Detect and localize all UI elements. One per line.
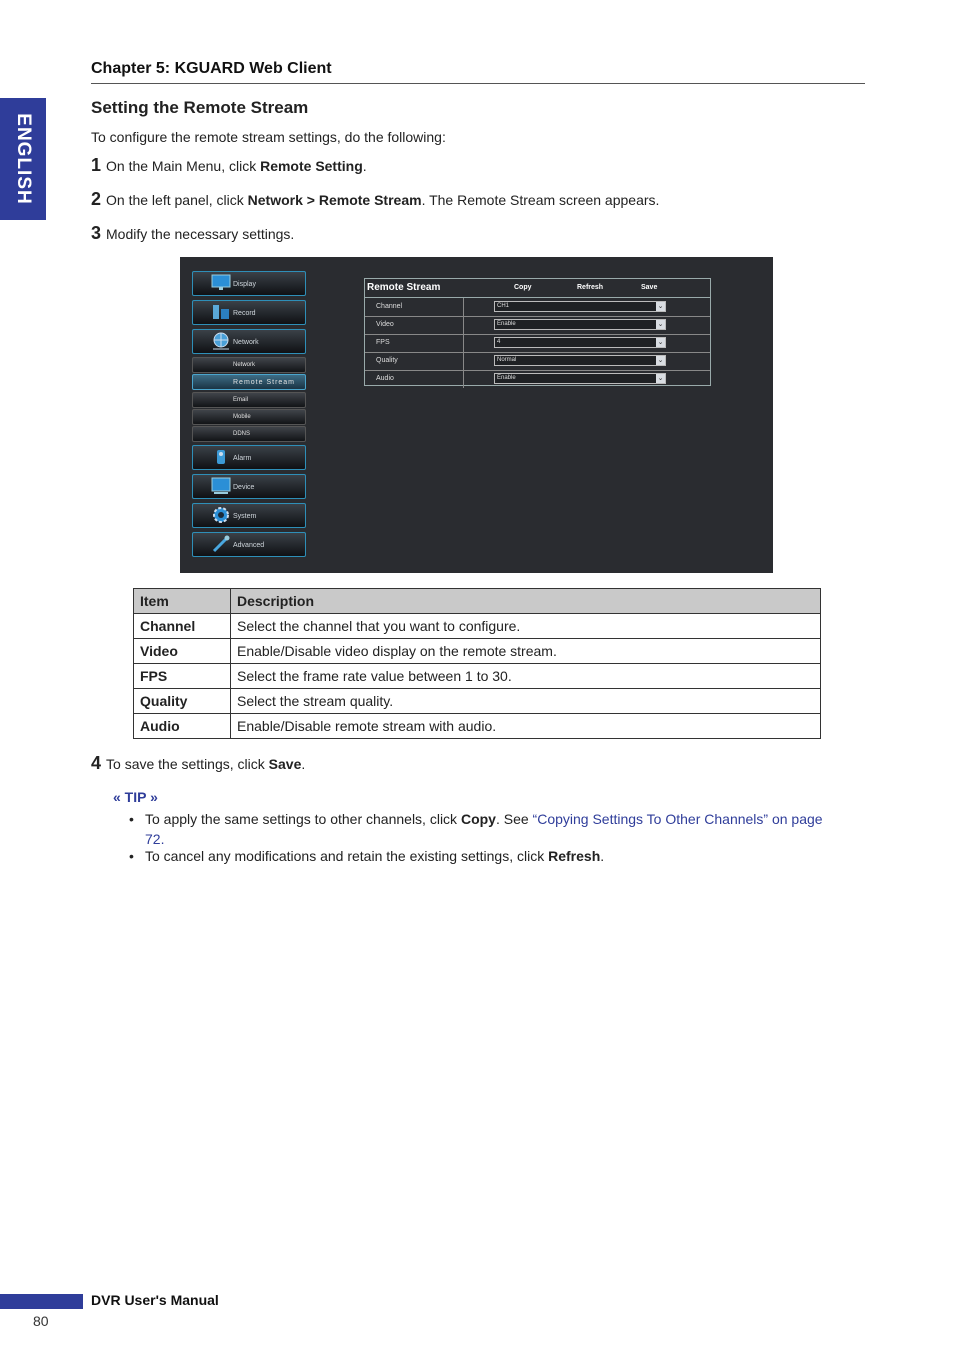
table-row (134, 639, 821, 664)
menu-label: Network (233, 339, 259, 346)
submenu-label: DDNS (233, 431, 251, 437)
link-page: 72 (145, 831, 161, 847)
step-3 (91, 223, 294, 244)
table-cell-item: Video (134, 639, 231, 664)
bullet-icon: • (129, 848, 134, 864)
refresh-button[interactable]: Refresh (577, 284, 604, 291)
language-tab (0, 98, 46, 220)
step-text: To save the settings, click (106, 756, 269, 772)
menu-record[interactable] (192, 300, 306, 325)
setting-row-fps (365, 334, 710, 353)
bullet-text-end: . (600, 848, 605, 864)
chevron-down-icon: ⌄ (657, 303, 664, 310)
table-cell-item: Channel (134, 614, 231, 639)
save-button[interactable]: Save (641, 284, 658, 291)
chapter-title: Chapter 5: KGUARD Web Client (91, 60, 332, 77)
setting-row-audio (365, 370, 710, 388)
remote-stream-panel (364, 278, 711, 386)
select-value: 4 (497, 339, 501, 345)
submenu-network[interactable] (192, 357, 306, 373)
setting-label: Channel (376, 303, 403, 310)
bullet-bold: Refresh (548, 848, 601, 864)
setting-label: Quality (376, 357, 398, 364)
section-title: Setting the Remote Stream (91, 98, 309, 117)
tip-bullet-refresh (129, 848, 605, 864)
step-text-end: . (301, 756, 306, 772)
table-row (134, 664, 821, 689)
setting-row-video (365, 316, 710, 335)
step-bold: Network > Remote Stream (247, 192, 422, 208)
step-bold: Save (268, 756, 302, 772)
bullet-text: To cancel any modifications and retain the existing settings, click (145, 848, 549, 864)
step-number: 2 (91, 189, 102, 209)
tip-bullet-copy (129, 809, 855, 849)
setting-label: Video (376, 321, 394, 328)
step-text: On the left panel, click (106, 192, 248, 208)
setting-row-channel (365, 298, 710, 317)
video-select[interactable] (494, 319, 666, 330)
footer-bar (0, 1294, 83, 1309)
copy-button[interactable]: Copy (514, 284, 532, 291)
step-4 (91, 753, 305, 774)
step-text: Modify the necessary settings. (106, 226, 295, 242)
step-number: 1 (91, 155, 102, 175)
submenu-label: Mobile (233, 414, 251, 420)
step-number: 4 (91, 753, 102, 773)
link-end: . (160, 831, 165, 847)
table-cell-desc: Select the channel that you want to configure. (231, 614, 821, 639)
chapter-rule (91, 83, 865, 84)
submenu-ddns[interactable] (192, 426, 306, 442)
step-number: 3 (91, 223, 102, 243)
menu-network[interactable] (192, 329, 306, 354)
step-2 (91, 189, 659, 210)
quality-select[interactable] (494, 355, 666, 366)
table-cell-item: FPS (134, 664, 231, 689)
table-cell-item: Quality (134, 689, 231, 714)
submenu-remote-stream[interactable] (192, 374, 306, 390)
menu-label: System (233, 513, 257, 520)
chevron-down-icon: ⌄ (657, 339, 664, 346)
submenu-label: Remote Stream (233, 379, 296, 386)
table-cell-desc: Enable/Disable remote stream with audio. (231, 714, 821, 739)
bullet-icon: • (129, 811, 134, 827)
menu-advanced[interactable] (192, 532, 306, 557)
menu-alarm[interactable] (192, 445, 306, 470)
menu-system[interactable] (192, 503, 306, 528)
submenu-label: Network (233, 362, 256, 368)
table-cell-desc: Select the stream quality. (231, 689, 821, 714)
menu-label: Alarm (233, 455, 252, 462)
step-bold: Remote Setting (260, 158, 363, 174)
link-text: “Copying Settings To Other Channels” on page (532, 811, 823, 827)
settings-table (133, 588, 821, 739)
language-label: ENGLISH (13, 113, 34, 205)
alarm-icon (211, 448, 231, 466)
menu-label: Device (233, 484, 255, 491)
table-header-item: Item (134, 589, 231, 614)
record-icon (211, 303, 231, 321)
menu-display[interactable] (192, 271, 306, 296)
tip-label: « TIP » (113, 789, 158, 805)
setting-label: FPS (376, 339, 390, 346)
table-cell-desc: Enable/Disable video display on the remote stream. (231, 639, 821, 664)
footer-manual-title: DVR User's Manual (91, 1292, 219, 1308)
menu-label: Record (233, 310, 256, 317)
setting-label: Audio (376, 375, 394, 382)
chevron-down-icon: ⌄ (657, 375, 664, 382)
select-value: Enable (497, 375, 516, 381)
monitor-icon (211, 274, 231, 292)
fps-select[interactable] (494, 337, 666, 348)
step-text-end: . The Remote Stream screen appears. (421, 192, 660, 208)
submenu-label: Email (233, 397, 249, 403)
table-row (134, 689, 821, 714)
page-number: 80 (33, 1313, 49, 1329)
submenu-email[interactable] (192, 392, 306, 408)
table-row (134, 714, 821, 739)
table-header-row (134, 589, 821, 614)
bullet-text: To apply the same settings to other channels, click (145, 811, 461, 827)
device-icon (211, 477, 231, 495)
table-cell-item: Audio (134, 714, 231, 739)
audio-select[interactable] (494, 373, 666, 384)
bullet-bold: Copy (460, 811, 496, 827)
step-text-end: . (362, 158, 367, 174)
step-1 (91, 155, 367, 176)
select-value: Enable (497, 321, 516, 327)
remote-stream-screenshot (180, 257, 773, 573)
submenu-mobile[interactable] (192, 409, 306, 425)
wrench-icon (211, 535, 231, 553)
menu-label: Advanced (233, 542, 265, 549)
table-row (134, 614, 821, 639)
select-value: Normal (497, 357, 517, 363)
table-header-description: Description (231, 589, 821, 614)
chevron-down-icon: ⌄ (657, 357, 664, 364)
channel-select[interactable] (494, 301, 666, 312)
gear-icon (211, 506, 231, 524)
setting-row-quality (365, 352, 710, 371)
table-cell-desc: Select the frame rate value between 1 to 30. (231, 664, 821, 689)
intro-text: To configure the remote stream settings, do the following: (91, 129, 446, 145)
select-value: CH1 (497, 303, 510, 309)
network-globe-icon (211, 332, 231, 350)
chevron-down-icon: ⌄ (657, 321, 664, 328)
panel-title: Remote Stream (367, 282, 441, 293)
panel-header (365, 279, 710, 298)
menu-device[interactable] (192, 474, 306, 499)
bullet-text-mid: . See (495, 811, 533, 827)
menu-label: Display (233, 281, 256, 288)
step-text: On the Main Menu, click (106, 158, 261, 174)
